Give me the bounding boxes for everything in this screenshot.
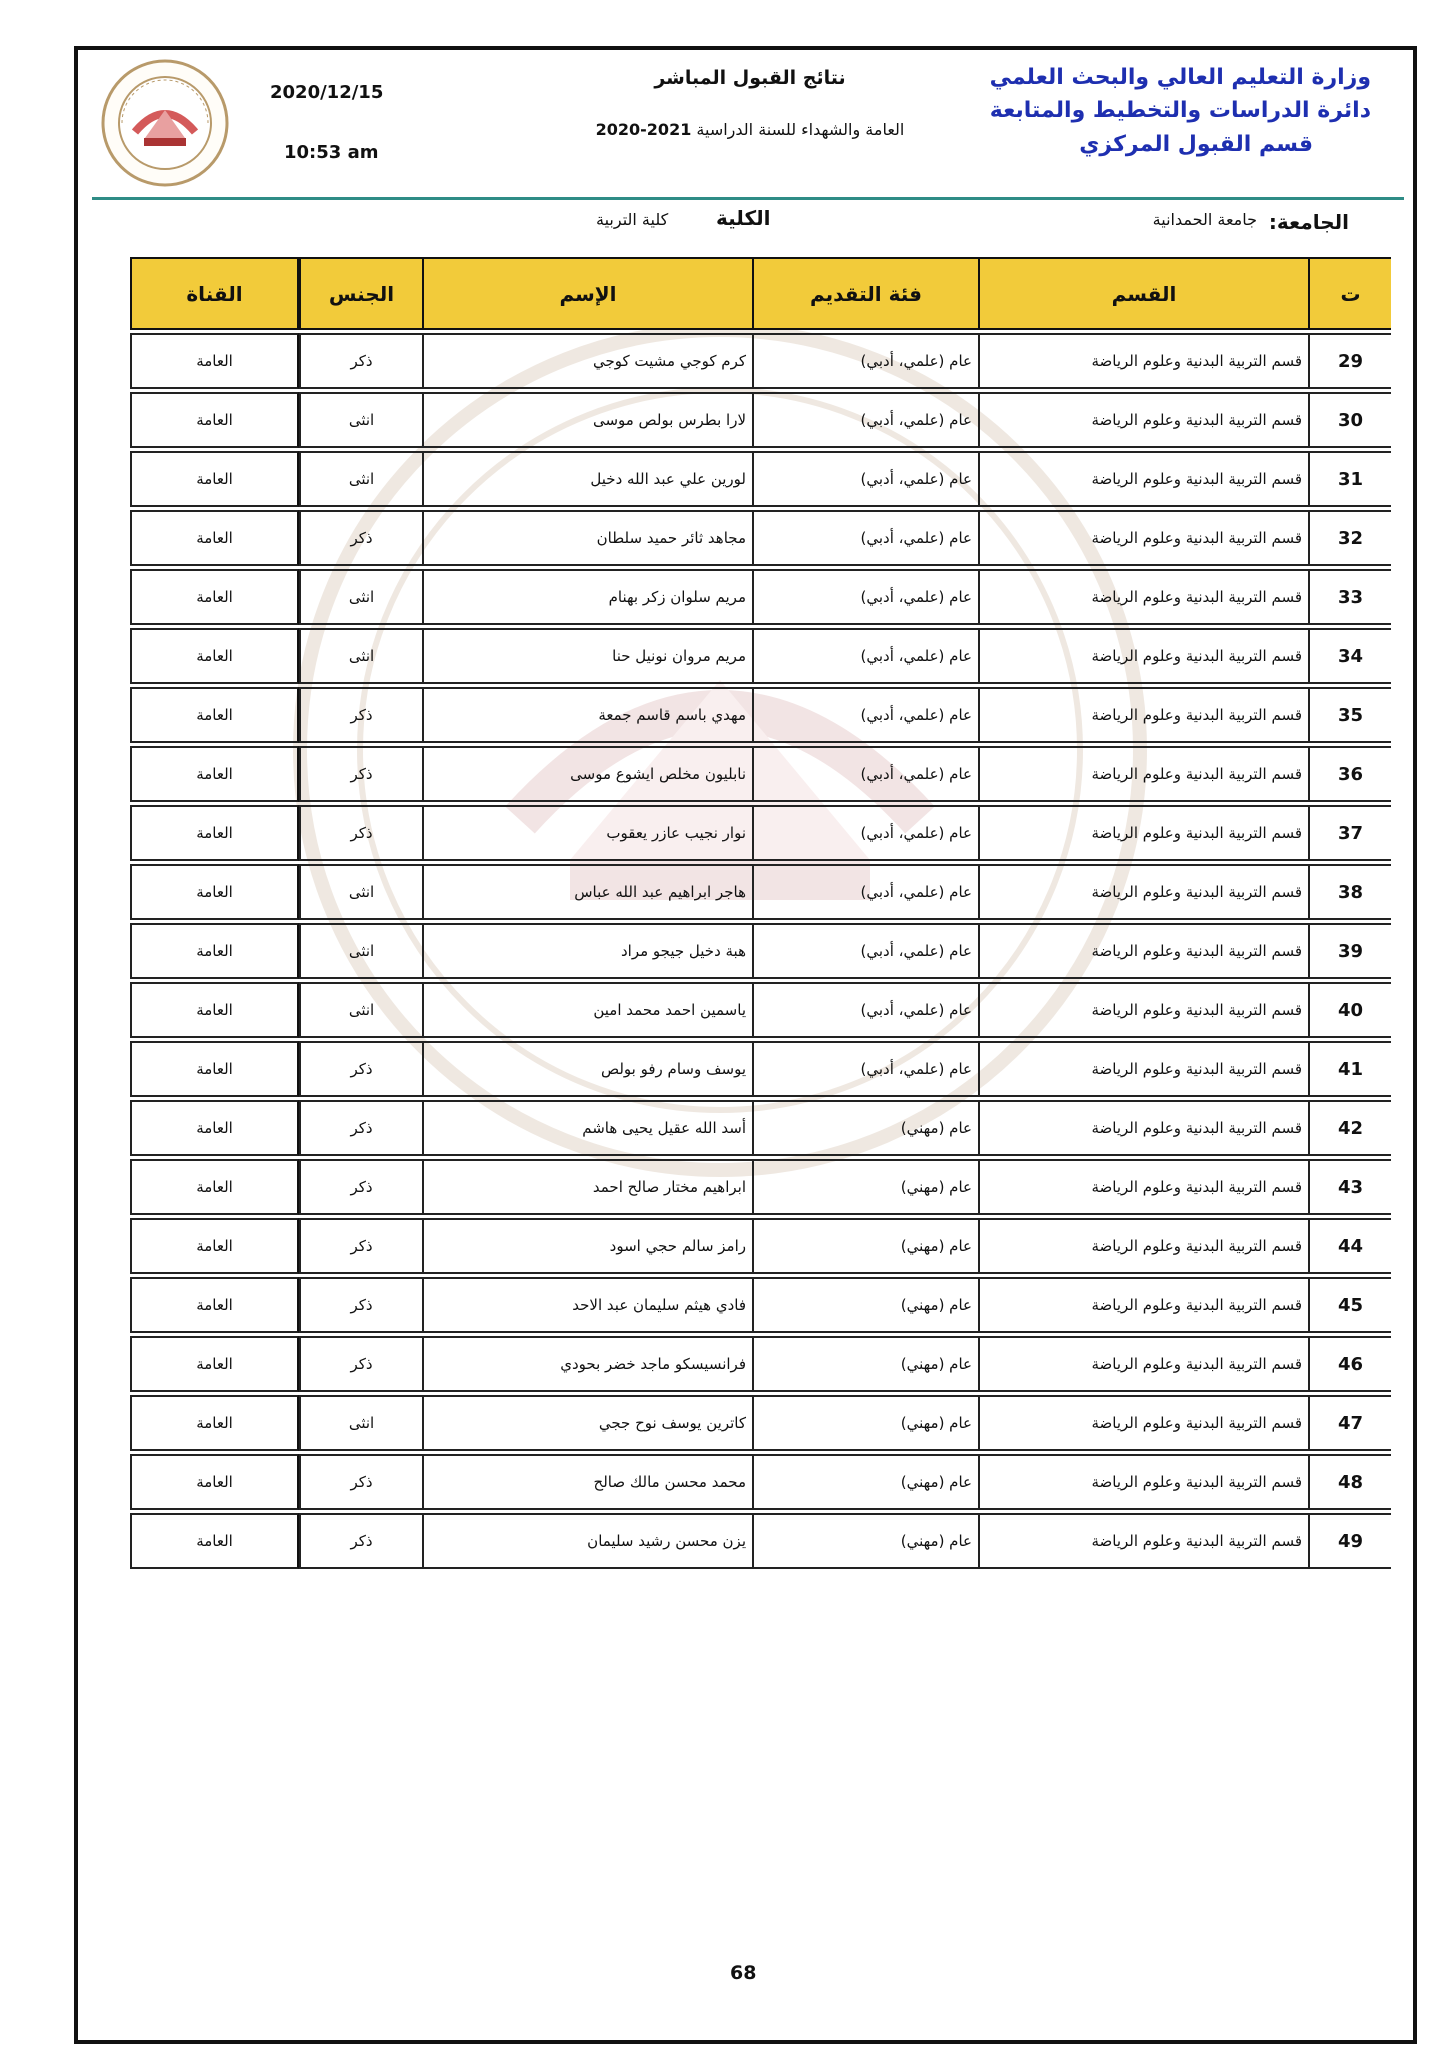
college-value: كلية التربية <box>596 210 669 229</box>
cell-name: فادي هيثم سليمان عبد الاحد <box>422 1277 752 1333</box>
cell-num: 40 <box>1308 982 1391 1038</box>
table-row <box>130 1395 1391 1451</box>
cell-num: 45 <box>1308 1277 1391 1333</box>
cell-gender: ذكر <box>299 746 422 802</box>
cell-category: عام (مهني) <box>752 1454 978 1510</box>
cell-name: لورين علي عبد الله دخيل <box>422 451 752 507</box>
cell-category: عام (مهني) <box>752 1100 978 1156</box>
cell-gender: ذكر <box>299 1041 422 1097</box>
page-number: 68 <box>730 1962 757 1984</box>
cell-category: عام (مهني) <box>752 1336 978 1392</box>
ministry-logo-icon <box>100 58 230 188</box>
subtitle-text: العامة والشهداء للسنة الدراسية <box>696 120 905 139</box>
table-row <box>130 805 1391 861</box>
table-row <box>130 628 1391 684</box>
cell-num: 42 <box>1308 1100 1391 1156</box>
cell-dept: قسم التربية البدنية وعلوم الرياضة <box>978 687 1308 743</box>
cell-num: 34 <box>1308 628 1391 684</box>
table-row <box>130 1100 1391 1156</box>
cell-dept: قسم التربية البدنية وعلوم الرياضة <box>978 805 1308 861</box>
cell-name: نوار نجيب عازر يعقوب <box>422 805 752 861</box>
cell-name: هاجر ابراهيم عبد الله عباس <box>422 864 752 920</box>
table-row <box>130 864 1391 920</box>
academic-year: 2020-2021 <box>595 120 692 139</box>
cell-name: مهدي باسم قاسم جمعة <box>422 687 752 743</box>
cell-dept: قسم التربية البدنية وعلوم الرياضة <box>978 1277 1308 1333</box>
cell-channel: العامة <box>130 1395 299 1451</box>
cell-name: ابراهيم مختار صالح احمد <box>422 1159 752 1215</box>
cell-category: عام (علمي، أدبي) <box>752 864 978 920</box>
table-row <box>130 392 1391 448</box>
cell-category: عام (علمي، أدبي) <box>752 333 978 389</box>
cell-num: 36 <box>1308 746 1391 802</box>
cell-num: 29 <box>1308 333 1391 389</box>
cell-category: عام (علمي، أدبي) <box>752 687 978 743</box>
cell-name: نابليون مخلص ايشوع موسى <box>422 746 752 802</box>
cell-gender: ذكر <box>299 1100 422 1156</box>
table-row <box>130 746 1391 802</box>
cell-num: 33 <box>1308 569 1391 625</box>
cell-dept: قسم التربية البدنية وعلوم الرياضة <box>978 333 1308 389</box>
table-row <box>130 451 1391 507</box>
cell-num: 37 <box>1308 805 1391 861</box>
cell-num: 41 <box>1308 1041 1391 1097</box>
cell-dept: قسم التربية البدنية وعلوم الرياضة <box>978 1395 1308 1451</box>
cell-channel: العامة <box>130 628 299 684</box>
cell-num: 49 <box>1308 1513 1391 1569</box>
cell-gender: انثى <box>299 864 422 920</box>
cell-gender: ذكر <box>299 510 422 566</box>
table-row <box>130 1041 1391 1097</box>
cell-name: مريم سلوان زكر بهنام <box>422 569 752 625</box>
cell-name: هبة دخيل جيجو مراد <box>422 923 752 979</box>
cell-gender: انثى <box>299 392 422 448</box>
cell-name: محمد محسن مالك صالح <box>422 1454 752 1510</box>
cell-dept: قسم التربية البدنية وعلوم الرياضة <box>978 1041 1308 1097</box>
table-row <box>130 1336 1391 1392</box>
cell-dept: قسم التربية البدنية وعلوم الرياضة <box>978 1513 1308 1569</box>
cell-num: 31 <box>1308 451 1391 507</box>
table-row <box>130 1159 1391 1215</box>
cell-dept: قسم التربية البدنية وعلوم الرياضة <box>978 628 1308 684</box>
cell-category: عام (مهني) <box>752 1277 978 1333</box>
page-subtitle <box>520 116 980 144</box>
cell-dept: قسم التربية البدنية وعلوم الرياضة <box>978 864 1308 920</box>
col-header-dept: القسم <box>978 257 1308 330</box>
cell-channel: العامة <box>130 1100 299 1156</box>
cell-category: عام (علمي، أدبي) <box>752 628 978 684</box>
table-row <box>130 1454 1391 1510</box>
print-date: 2020/12/15 <box>270 82 384 103</box>
cell-dept: قسم التربية البدنية وعلوم الرياضة <box>978 510 1308 566</box>
cell-channel: العامة <box>130 1454 299 1510</box>
cell-name: مجاهد ثائر حميد سلطان <box>422 510 752 566</box>
header-divider <box>92 197 1404 200</box>
cell-channel: العامة <box>130 982 299 1038</box>
cell-dept: قسم التربية البدنية وعلوم الرياضة <box>978 569 1308 625</box>
table-body <box>130 333 1391 1569</box>
cell-name: يزن محسن رشيد سليمان <box>422 1513 752 1569</box>
cell-category: عام (علمي، أدبي) <box>752 510 978 566</box>
cell-gender: ذكر <box>299 1336 422 1392</box>
cell-category: عام (مهني) <box>752 1513 978 1569</box>
cell-gender: انثى <box>299 923 422 979</box>
cell-dept: قسم التربية البدنية وعلوم الرياضة <box>978 451 1308 507</box>
cell-channel: العامة <box>130 1218 299 1274</box>
cell-name: أسد الله عقيل يحيى هاشم <box>422 1100 752 1156</box>
cell-category: عام (مهني) <box>752 1159 978 1215</box>
col-header-num: ت <box>1308 257 1391 330</box>
cell-category: عام (علمي، أدبي) <box>752 392 978 448</box>
cell-category: عام (علمي، أدبي) <box>752 805 978 861</box>
cell-dept: قسم التربية البدنية وعلوم الرياضة <box>978 923 1308 979</box>
cell-category: عام (علمي، أدبي) <box>752 982 978 1038</box>
col-header-category: فئة التقديم <box>752 257 978 330</box>
cell-dept: قسم التربية البدنية وعلوم الرياضة <box>978 1159 1308 1215</box>
table-row <box>130 333 1391 389</box>
cell-num: 44 <box>1308 1218 1391 1274</box>
cell-category: عام (مهني) <box>752 1218 978 1274</box>
title-block <box>520 64 980 144</box>
cell-dept: قسم التربية البدنية وعلوم الرياضة <box>978 746 1308 802</box>
col-header-name: الإسم <box>422 257 752 330</box>
cell-gender: ذكر <box>299 1454 422 1510</box>
cell-dept: قسم التربية البدنية وعلوم الرياضة <box>978 1336 1308 1392</box>
cell-channel: العامة <box>130 864 299 920</box>
cell-category: عام (علمي، أدبي) <box>752 746 978 802</box>
cell-name: مريم مروان نونيل حنا <box>422 628 752 684</box>
col-header-gender: الجنس <box>299 257 422 330</box>
table-row <box>130 1218 1391 1274</box>
cell-dept: قسم التربية البدنية وعلوم الرياضة <box>978 392 1308 448</box>
cell-channel: العامة <box>130 1336 299 1392</box>
cell-channel: العامة <box>130 746 299 802</box>
cell-name: كاترين يوسف نوح ججي <box>422 1395 752 1451</box>
table-header-row <box>130 257 1391 330</box>
cell-dept: قسم التربية البدنية وعلوم الرياضة <box>978 1100 1308 1156</box>
cell-gender: ذكر <box>299 805 422 861</box>
cell-num: 46 <box>1308 1336 1391 1392</box>
cell-channel: العامة <box>130 923 299 979</box>
table-row <box>130 569 1391 625</box>
cell-gender: ذكر <box>299 333 422 389</box>
cell-gender: ذكر <box>299 1513 422 1569</box>
cell-name: رامز سالم حجي اسود <box>422 1218 752 1274</box>
table-row <box>130 923 1391 979</box>
cell-gender: ذكر <box>299 1277 422 1333</box>
table-row <box>130 1277 1391 1333</box>
university-label: الجامعة: <box>1268 210 1349 234</box>
print-time: 10:53 am <box>284 142 379 163</box>
cell-name: فرانسيسكو ماجد خضر بحودي <box>422 1336 752 1392</box>
cell-name: يوسف وسام رفو بولص <box>422 1041 752 1097</box>
cell-name: ياسمين احمد محمد امين <box>422 982 752 1038</box>
cell-category: عام (علمي، أدبي) <box>752 569 978 625</box>
cell-gender: انثى <box>299 628 422 684</box>
cell-gender: انثى <box>299 451 422 507</box>
cell-gender: ذكر <box>299 687 422 743</box>
cell-gender: انثى <box>299 569 422 625</box>
cell-category: عام (علمي، أدبي) <box>752 923 978 979</box>
cell-channel: العامة <box>130 1513 299 1569</box>
cell-dept: قسم التربية البدنية وعلوم الرياضة <box>978 1218 1308 1274</box>
ministry-name: وزارة التعليم العالي والبحث العلمي <box>989 65 1371 90</box>
cell-channel: العامة <box>130 392 299 448</box>
page-title: نتائج القبول المباشر <box>654 67 846 89</box>
cell-category: عام (علمي، أدبي) <box>752 1041 978 1097</box>
cell-gender: انثى <box>299 1395 422 1451</box>
cell-num: 38 <box>1308 864 1391 920</box>
table-row <box>130 982 1391 1038</box>
cell-gender: ذكر <box>299 1218 422 1274</box>
section-name: قسم القبول المركزي <box>1079 132 1313 157</box>
university-value: جامعة الحمدانية <box>1152 210 1257 229</box>
cell-num: 39 <box>1308 923 1391 979</box>
cell-category: عام (مهني) <box>752 1395 978 1451</box>
cell-channel: العامة <box>130 1277 299 1333</box>
col-header-channel: القناة <box>130 257 299 330</box>
cell-channel: العامة <box>130 569 299 625</box>
cell-num: 48 <box>1308 1454 1391 1510</box>
cell-gender: ذكر <box>299 1159 422 1215</box>
cell-num: 43 <box>1308 1159 1391 1215</box>
cell-gender: انثى <box>299 982 422 1038</box>
ministry-block <box>989 62 1371 162</box>
cell-channel: العامة <box>130 1159 299 1215</box>
cell-num: 30 <box>1308 392 1391 448</box>
cell-channel: العامة <box>130 333 299 389</box>
cell-name: كرم كوجي مشيت كوجي <box>422 333 752 389</box>
cell-name: لارا بطرس بولص موسى <box>422 392 752 448</box>
cell-category: عام (علمي، أدبي) <box>752 451 978 507</box>
department-name: دائرة الدراسات والتخطيط والمتابعة <box>989 98 1371 123</box>
college-label: الكلية <box>716 206 771 230</box>
cell-channel: العامة <box>130 687 299 743</box>
cell-channel: العامة <box>130 451 299 507</box>
cell-channel: العامة <box>130 1041 299 1097</box>
table-row <box>130 1513 1391 1569</box>
cell-num: 35 <box>1308 687 1391 743</box>
cell-dept: قسم التربية البدنية وعلوم الرياضة <box>978 982 1308 1038</box>
results-table <box>130 254 1391 1572</box>
table-row <box>130 687 1391 743</box>
cell-num: 47 <box>1308 1395 1391 1451</box>
cell-channel: العامة <box>130 510 299 566</box>
cell-dept: قسم التربية البدنية وعلوم الرياضة <box>978 1454 1308 1510</box>
cell-channel: العامة <box>130 805 299 861</box>
cell-num: 32 <box>1308 510 1391 566</box>
table-row <box>130 510 1391 566</box>
